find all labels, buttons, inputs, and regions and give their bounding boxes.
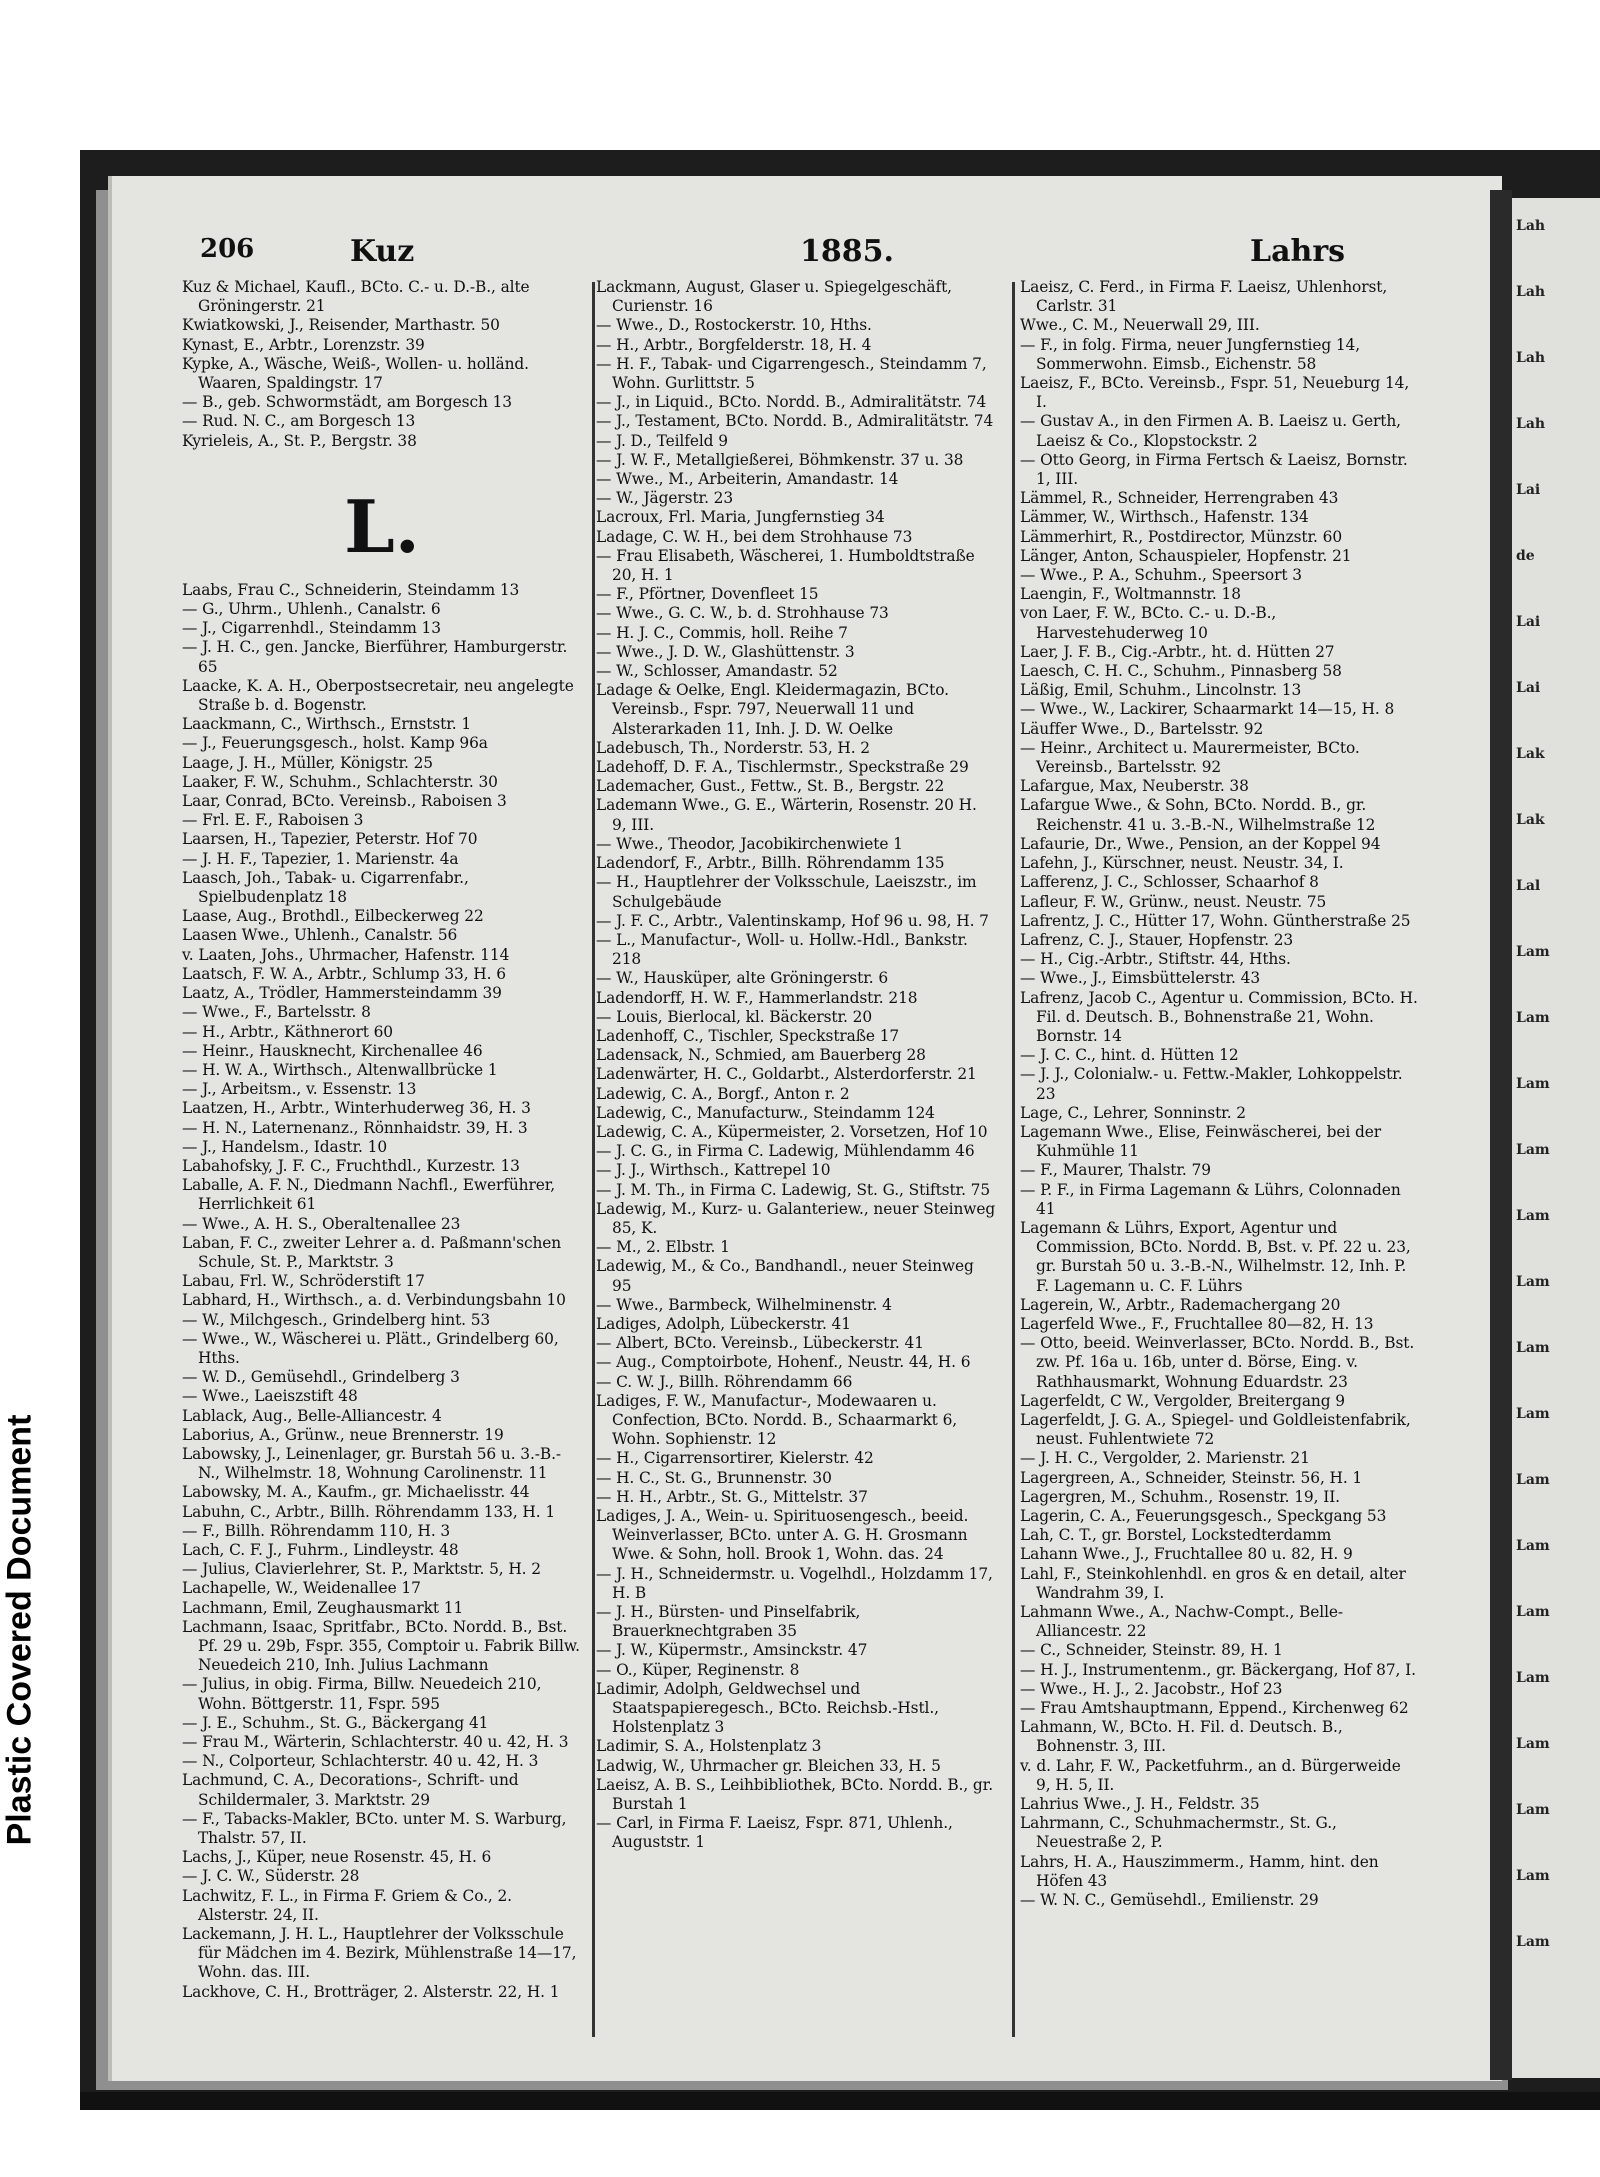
directory-entry: — J. H. F., Tapezier, 1. Marienstr. 4a [182, 849, 459, 868]
directory-entry: — C., Schneider, Steinstr. 89, H. 1 [1020, 1641, 1283, 1660]
directory-entry: — Heinr., Architect u. Maurermeister, BCto. Vereinsb., Bartelsstr. 92 [1020, 738, 1360, 777]
directory-entry: — C. W. J., Billh. Röhrendamm 66 [596, 1372, 853, 1391]
directory-entry: — H. W. A., Wirthsch., Altenwallbrücke 1 [182, 1060, 498, 1079]
directory-entry: — J., Cigarrenhdl., Steindamm 13 [182, 619, 441, 638]
directory-entry: Laban, F. C., zweiter Lehrer a. d. Paßmann'schen Schule, St. P., Marktstr. 3 [182, 1233, 562, 1271]
directory-entry: Labowsky, J., Leinenlager, gr. Burstah 56 u. 3.-B.-N., Wilhelmstr. 18, Wohnung Carolinenstr. 11 [182, 1444, 561, 1483]
facing-page-fragment: Lam [1516, 1538, 1550, 1554]
directory-entry: Ladiges, Adolph, Lübeckerstr. 41 [596, 1314, 851, 1333]
page-header [200, 234, 1490, 274]
directory-entry: Lach, C. F. J., Fuhrm., Lindleystr. 48 [182, 1540, 459, 1559]
directory-entry: — W. N. C., Gemüsehdl., Emilienstr. 29 [1020, 1891, 1319, 1910]
directory-entry: Lagemann Wwe., Elise, Feinwäscherei, bei der Kuhmühle 11 [1020, 1122, 1382, 1161]
directory-entry: — H., Arbtr., Borgfelderstr. 18, H. 4 [596, 335, 872, 354]
directory-entry: — Wwe., H. J., 2. Jacobstr., Hof 23 [1020, 1679, 1283, 1698]
directory-entry: v. Laaten, Johs., Uhrmacher, Hafenstr. 114 [182, 945, 510, 964]
directory-entry: Lafrenz, C. J., Stauer, Hopfenstr. 23 [1020, 930, 1294, 949]
directory-entry: Ladewig, C. A., Küpermeister, 2. Vorsetzen, Hof 10 [596, 1122, 988, 1141]
directory-entry: Laatz, A., Trödler, Hammersteindamm 39 [182, 984, 502, 1003]
directory-entry: Ladiges, F. W., Manufactur-, Modewaaren u. Confection, BCto. Nordd. B., Schaarmarkt 6, Wohn. Sophienstr. 12 [596, 1391, 958, 1449]
directory-entry: Laar, Conrad, BCto. Vereinsb., Raboisen 3 [182, 792, 507, 811]
directory-entry: Labahofsky, J. F. C., Fruchthdl., Kurzestr. 13 [182, 1156, 520, 1175]
facing-page-fragment: Lam [1516, 1010, 1550, 1026]
directory-entry: — Wwe., W., Lackirer, Schaarmarkt 14—15, H. 8 [1020, 700, 1395, 719]
page-number: 206 [200, 234, 255, 264]
directory-entry: — H. J., Instrumentenm., gr. Bäckergang, Hof 87, I. [1020, 1660, 1416, 1679]
directory-entry: — Wwe., Theodor, Jacobikirchenwiete 1 [596, 834, 903, 853]
directory-entry: Kwiatkowski, J., Reisender, Marthastr. 50 [182, 316, 500, 335]
directory-entry: von Laer, F. W., BCto. C.- u. D.-B., Harvestehuderweg 10 [1020, 604, 1277, 642]
directory-entry: — J. D., Teilfeld 9 [596, 431, 728, 450]
column-2 [596, 278, 996, 1853]
directory-entry: Kyrieleis, A., St. P., Bergstr. 38 [182, 431, 417, 450]
directory-entry: Lämmel, R., Schneider, Herrengraben 43 [1020, 489, 1339, 508]
directory-entry: Läuffer Wwe., D., Bartelsstr. 92 [1020, 719, 1264, 738]
book-gutter [1490, 190, 1512, 2080]
directory-entry: Laballe, A. F. N., Diedmann Nachfl., Ewerführer, Herrlichkeit 61 [182, 1176, 556, 1214]
facing-page-strip [1512, 198, 1600, 2078]
directory-entry: — J., Arbeitsm., v. Essenstr. 13 [182, 1080, 417, 1099]
facing-page-fragment: Lam [1516, 1274, 1550, 1290]
directory-entry: — H. F., Tabak- und Cigarrengesch., Steindamm 7, Wohn. Gurlittstr. 5 [596, 354, 987, 393]
directory-entry: Lacroux, Frl. Maria, Jungfernstieg 34 [596, 508, 885, 527]
directory-entry: — Aug., Comptoirbote, Hohenf., Neustr. 44, H. 6 [596, 1353, 971, 1372]
directory-entry: Ladenwärter, H. C., Goldarbt., Alsterdorferstr. 21 [596, 1065, 977, 1084]
facing-page-fragment: Lam [1516, 1868, 1550, 1884]
directory-entry: — Wwe., F., Bartelsstr. 8 [182, 1003, 371, 1022]
directory-entry: Laeisz, F., BCto. Vereinsb., Fspr. 51, Neueburg 14, I. [1020, 374, 1410, 412]
directory-entry: Labhard, H., Wirthsch., a. d. Verbindungsbahn 10 [182, 1291, 566, 1310]
directory-entry: — J. H., Schneidermstr. u. Vogelhdl., Holzdamm 17, H. B [596, 1564, 993, 1602]
directory-entry: — F., Maurer, Thalstr. 79 [1020, 1161, 1211, 1180]
directory-entry: — H. C., St. G., Brunnenstr. 30 [596, 1468, 832, 1487]
directory-entry: Lafleur, F. W., Grünw., neust. Neustr. 75 [1020, 892, 1327, 911]
directory-entry: Lahmann Wwe., A., Nachw-Compt., Belle-Alliancestr. 22 [1020, 1603, 1344, 1641]
directory-entry: — J. H. C., gen. Jancke, Bierführer, Hamburgerstr. 65 [182, 638, 568, 676]
directory-entry: Ladage, C. W. H., bei dem Strohhause 73 [596, 527, 913, 546]
directory-entry: Ladewig, C. A., Borgf., Anton r. 2 [596, 1084, 850, 1103]
directory-entry: — N., Colporteur, Schlachterstr. 40 u. 42, H. 3 [182, 1752, 539, 1771]
directory-entry: Ladendorf, F., Arbtr., Billh. Röhrendamm 135 [596, 854, 945, 873]
facing-page-fragment: Lam [1516, 1340, 1550, 1356]
directory-entry: Lackmann, August, Glaser u. Spiegelgeschäft, Curienstr. 16 [596, 278, 952, 316]
facing-page-fragment: Lam [1516, 1142, 1550, 1158]
directory-entry: Ladage & Oelke, Engl. Kleidermagazin, BCto. Vereinsb., Fspr. 797, Neuerwall 11 und Alsterarkaden 11, Inh. J. D. W. Oelke [596, 681, 949, 738]
directory-entry: Ladewig, M., Kurz- u. Galanteriew., neuer Steinweg 85, K. [596, 1199, 996, 1237]
directory-entry: Lachmann, Emil, Zeughausmarkt 11 [182, 1598, 464, 1617]
directory-entry: Lackhove, C. H., Brotträger, 2. Alsterstr. 22, H. 1 [182, 1982, 560, 2001]
facing-page-fragment: Lal [1516, 878, 1541, 894]
directory-entry: — Otto Georg, in Firma Fertsch & Laeisz, Bornstr. 1, III. [1020, 450, 1408, 489]
directory-entry: Laase, Aug., Brothdl., Eilbeckerweg 22 [182, 907, 484, 926]
directory-entry: Lachmund, C. A., Decorations-, Schrift- und Schildermaler, 3. Marktstr. 29 [182, 1771, 519, 1809]
directory-entry: Ladwig, W., Uhrmacher gr. Bleichen 33, H. 5 [596, 1756, 941, 1775]
directory-entry: Lämmer, W., Wirthsch., Hafenstr. 134 [1020, 508, 1309, 527]
directory-entry: Laer, J. F. B., Cig.-Arbtr., ht. d. Hütten 27 [1020, 642, 1335, 661]
directory-entry: — L., Manufactur-, Woll- u. Hollw.-Hdl., Bankstr. 218 [596, 930, 968, 969]
directory-entry: Ladenhoff, C., Tischler, Speckstraße 17 [596, 1026, 900, 1045]
directory-entry: Lafaurie, Dr., Wwe., Pension, an der Koppel 94 [1020, 834, 1381, 853]
directory-entry: — H., Cig.-Arbtr., Stiftstr. 44, Hths. [1020, 950, 1291, 969]
directory-entry: Lagergren, M., Schuhm., Rosenstr. 19, II. [1020, 1487, 1340, 1506]
directory-entry: Ladensack, N., Schmied, am Bauerberg 28 [596, 1046, 926, 1065]
directory-entry: Lafehn, J., Kürschner, neust. Neustr. 34, I. [1020, 854, 1344, 873]
directory-entry: — Wwe., D., Rostockerstr. 10, Hths. [596, 316, 872, 335]
facing-page-fragment: Lam [1516, 1670, 1550, 1686]
facing-page-fragment: Lai [1516, 482, 1541, 498]
facing-page-fragment: Lam [1516, 1208, 1550, 1224]
directory-entry: — Julius, in obig. Firma, Billw. Neuedeich 210, Wohn. Böttgerstr. 11, Fspr. 595 [182, 1675, 542, 1713]
directory-entry: Laatsch, F. W. A., Arbtr., Schlump 33, H. 6 [182, 964, 506, 983]
directory-entry: Ladimir, S. A., Holstenplatz 3 [596, 1737, 822, 1756]
directory-entry: Ladendorff, H. W. F., Hammerlandstr. 218 [596, 988, 918, 1007]
directory-entry: — Heinr., Hausknecht, Kirchenallee 46 [182, 1041, 483, 1060]
facing-page-fragment: Lah [1516, 218, 1546, 234]
directory-entry: — J. C. W., Süderstr. 28 [182, 1867, 360, 1886]
directory-entry: — J. J., Colonialw.- u. Fettw.-Makler, Lohkoppelstr. 23 [1020, 1065, 1403, 1103]
directory-entry: — J. E., Schuhm., St. G., Bäckergang 41 [182, 1713, 489, 1732]
directory-entry: — Wwe., W., Wäscherei u. Plätt., Grindelberg 60, Hths. [182, 1329, 559, 1367]
directory-entry: Lagerein, W., Arbtr., Rademachergang 20 [1020, 1295, 1341, 1314]
directory-entry: Labowsky, M. A., Kaufm., gr. Michaelisstr. 44 [182, 1483, 530, 1502]
directory-entry: Laackmann, C., Wirthsch., Ernststr. 1 [182, 715, 472, 734]
directory-entry: — J. H. C., Vergolder, 2. Marienstr. 21 [1020, 1449, 1310, 1468]
facing-page-fragment: Lam [1516, 1076, 1550, 1092]
scan-bottom-edge [80, 2092, 1600, 2110]
directory-entry: — Louis, Bierlocal, kl. Bäckerstr. 20 [596, 1007, 873, 1026]
directory-entry: Kuz & Michael, Kaufl., BCto. C.- u. D.-B., alte Gröningerstr. 21 [182, 278, 530, 316]
facing-page-fragment: Lah [1516, 350, 1546, 366]
facing-page-fragment: Lai [1516, 614, 1541, 630]
directory-entry: Laeisz, C. Ferd., in Firma F. Laeisz, Uhlenhorst, Carlstr. 31 [1020, 278, 1388, 316]
directory-entry: — J. M. Th., in Firma C. Ladewig, St. G., Stiftstr. 75 [596, 1180, 991, 1199]
facing-page-fragment: Lam [1516, 944, 1550, 960]
directory-entry: Lachwitz, F. L., in Firma F. Griem & Co., 2. Alsterstr. 24, II. [182, 1886, 512, 1924]
directory-entry: — J. C. C., hint. d. Hütten 12 [1020, 1046, 1239, 1065]
directory-entry: Laesch, C. H. C., Schuhm., Pinnasberg 58 [1020, 662, 1342, 681]
directory-entry: Laeisz, A. B. S., Leihbibliothek, BCto. Nordd. B., gr. Burstah 1 [596, 1775, 994, 1814]
directory-entry: — W. D., Gemüsehdl., Grindelberg 3 [182, 1368, 460, 1387]
directory-entry: — Wwe., J., Eimsbüttelerstr. 43 [1020, 969, 1261, 988]
directory-entry: — B., geb. Schwormstädt, am Borgesch 13 [182, 393, 512, 412]
facing-page-fragment: Lai [1516, 680, 1541, 696]
directory-entry: Labuhn, C., Arbtr., Billh. Röhrendamm 133, H. 1 [182, 1502, 556, 1521]
directory-entry: Laatzen, H., Arbtr., Winterhuderweg 36, H. 3 [182, 1099, 531, 1118]
directory-entry: Lafrenz, Jacob C., Agentur u. Commission, BCto. H. Fil. d. Deutsch. B., Bohnenstraße 21, Wohn. Bornstr. 14 [1020, 988, 1418, 1045]
directory-entry: Lafrentz, J. C., Hütter 17, Wohn. Güntherstraße 25 [1020, 911, 1411, 930]
directory-entry: Ladebusch, Th., Norderstr. 53, H. 2 [596, 738, 870, 757]
directory-entry: — F., Billh. Röhrendamm 110, H. 3 [182, 1521, 451, 1540]
directory-entry: Lagerfeld Wwe., F., Fruchtallee 80—82, H. 13 [1020, 1314, 1374, 1333]
directory-entry: Lablack, Aug., Belle-Alliancestr. 4 [182, 1406, 442, 1425]
directory-entry: — H. J. C., Commis, holl. Reihe 7 [596, 623, 848, 642]
directory-entry: Lackemann, J. H. L., Hauptlehrer der Volksschule für Mädchen im 4. Bezirk, Mühlenstraße 14—17, Wohn. das. III. [182, 1925, 577, 1982]
directory-entry: — P. F., in Firma Lagemann & Lührs, Colonnaden 41 [1020, 1180, 1401, 1218]
directory-entry: — Wwe., J. D. W., Glashüttenstr. 3 [596, 642, 855, 661]
directory-entry: — M., 2. Elbstr. 1 [596, 1238, 730, 1257]
directory-entry: — H. H., Arbtr., St. G., Mittelstr. 37 [596, 1487, 868, 1506]
directory-entry: Länger, Anton, Schauspieler, Hopfenstr. 21 [1020, 546, 1352, 565]
directory-entry: v. d. Lahr, F. W., Packetfuhrm., an d. Bürgerweide 9, H. 5, II. [1020, 1756, 1401, 1794]
directory-entry: — F., in folg. Firma, neuer Jungfernstieg 14, Sommerwohn. Eimsb., Eichenstr. 58 [1020, 335, 1361, 373]
directory-entry: Lahann Wwe., J., Fruchtallee 80 u. 82, H. 9 [1020, 1545, 1353, 1564]
directory-entry: Ladewig, C., Manufacturw., Steindamm 124 [596, 1103, 935, 1122]
directory-entry: — Wwe., G. C. W., b. d. Strohhause 73 [596, 604, 889, 623]
directory-entry: — Frl. E. F., Raboisen 3 [182, 811, 364, 830]
directory-entry: Laengin, F., Woltmannstr. 18 [1020, 585, 1241, 604]
directory-entry: Wwe., C. M., Neuerwall 29, III. [1020, 316, 1260, 335]
directory-entry: Lagemann & Lührs, Export, Agentur und Commission, BCto. Nordd. B, Bst. v. Pf. 22 u. 23, gr. Burstah 50 u. 3.-B.-N., Wilhelmstr. 12, Inh. P. F. Lagemann u. C. F. Lührs [1020, 1218, 1411, 1295]
facing-page-fragment: Lam [1516, 1802, 1550, 1818]
directory-entry: Ladewig, M., & Co., Bandhandl., neuer Steinweg 95 [596, 1257, 974, 1295]
directory-entry: — Wwe., Laeiszstift 48 [182, 1387, 358, 1406]
directory-entry: — Wwe., P. A., Schuhm., Speersort 3 [1020, 566, 1302, 585]
directory-entry: — W., Jägerstr. 23 [596, 489, 734, 508]
directory-entry: Laage, J. H., Müller, Königstr. 25 [182, 753, 434, 772]
directory-entry: — J., Testament, BCto. Nordd. B., Admiralitätstr. 74 [596, 412, 994, 431]
directory-entry: Laasch, Joh., Tabak- u. Cigarrenfabr., Spielbudenplatz 18 [182, 868, 469, 907]
directory-entry: Lachapelle, W., Weidenallee 17 [182, 1579, 421, 1598]
directory-entry: — J., Feuerungsgesch., holst. Kamp 96a [182, 734, 488, 753]
directory-entry: Lahrs, H. A., Hauszimmerm., Hamm, hint. den Höfen 43 [1020, 1852, 1379, 1890]
directory-entry: Kynast, E., Arbtr., Lorenzstr. 39 [182, 335, 425, 354]
directory-entry: — W., Hausküper, alte Gröningerstr. 6 [596, 969, 889, 988]
directory-entry: Lagerfeldt, J. G. A., Spiegel- und Goldleistenfabrik, neust. Fuhlentwiete 72 [1020, 1410, 1411, 1449]
directory-entry: — J. W., Küpermstr., Amsinckstr. 47 [596, 1641, 868, 1660]
directory-entry: Ladiges, J. A., Wein- u. Spirituosengesch., beeid. Weinverlasser, BCto. unter A. G. H. Grosmann Wwe. & Sohn, holl. Brook 1, Wohn. das. 24 [596, 1507, 969, 1564]
directory-entry: — Frau M., Wärterin, Schlachterstr. 40 u. 42, H. 3 [182, 1733, 569, 1752]
header-right-word: Lahrs [1250, 234, 1346, 269]
directory-entry: Lademann Wwe., G. E., Wärterin, Rosenstr. 20 H. 9, III. [596, 796, 977, 834]
facing-page-fragment: Lam [1516, 1472, 1550, 1488]
directory-entry: Ladimir, Adolph, Geldwechsel und Staatspapieregesch., BCto. Reichsb.-Hstl., Holstenplatz 3 [596, 1679, 939, 1737]
directory-entry: — H., Arbtr., Käthnerort 60 [182, 1022, 393, 1041]
directory-entry: — W., Milchgesch., Grindelberg hint. 53 [182, 1310, 491, 1329]
directory-entry: — Frau Amtshauptmann, Eppend., Kirchenweg 62 [1020, 1699, 1409, 1718]
directory-entry: — Julius, Clavierlehrer, St. P., Marktstr. 5, H. 2 [182, 1560, 541, 1579]
directory-entry: — J. F. C., Arbtr., Valentinskamp, Hof 96 u. 98, H. 7 [596, 911, 989, 930]
directory-entry: Lah, C. T., gr. Borstel, Lockstedterdamm [1020, 1526, 1332, 1545]
directory-entry: — O., Küper, Reginenstr. 8 [596, 1660, 800, 1679]
directory-entry: Laborius, A., Grünw., neue Brennerstr. 19 [182, 1425, 504, 1444]
directory-entry: Lämmerhirt, R., Postdirector, Münzstr. 60 [1020, 527, 1343, 546]
directory-entry: — J., Handelsm., Idastr. 10 [182, 1137, 388, 1156]
directory-entry: Lafargue, Max, Neuberstr. 38 [1020, 777, 1249, 796]
directory-entry: — Otto, beeid. Weinverlasser, BCto. Nordd. B., Bst. zw. Pf. 16a u. 16b, unter d. Börse, Eing. v. Rathhausmarkt, Wohnung Eduardstr. 23 [1020, 1334, 1415, 1391]
directory-entry: Laasen Wwe., Uhlenh., Canalstr. 56 [182, 926, 458, 945]
directory-entry: Laabs, Frau C., Schneiderin, Steindamm 13 [182, 580, 520, 599]
directory-entry: Lafargue Wwe., & Sohn, BCto. Nordd. B., gr. Reichenstr. 41 u. 3.-B.-N., Wilhelmstraße 12 [1020, 796, 1376, 834]
directory-entry: — J. C. G., in Firma C. Ladewig, Mühlendamm 46 [596, 1142, 975, 1161]
directory-entry: Lachmann, Isaac, Spritfabr., BCto. Nordd. B., Bst. Pf. 29 u. 29b, Fspr. 355, Comptoir u. Fabrik Billw. Neuedeich 210, Inh. Julius Lachmann [182, 1617, 580, 1675]
directory-entry: Lahrius Wwe., J. H., Feldstr. 35 [1020, 1795, 1260, 1814]
column-1 [182, 278, 582, 2002]
header-left-word: Kuz [350, 234, 415, 269]
directory-entry: — Frau Elisabeth, Wäscherei, 1. Humboldtstraße 20, H. 1 [596, 546, 975, 585]
directory-entry: — Wwe., Barmbeck, Wilhelminenstr. 4 [596, 1295, 892, 1314]
directory-entry: Lafferenz, J. C., Schlosser, Schaarhof 8 [1020, 873, 1319, 892]
directory-entry: Ladehoff, D. F. A., Tischlermstr., Speckstraße 29 [596, 758, 969, 777]
facing-page-fragment: Lam [1516, 1406, 1550, 1422]
side-label [0, 1160, 40, 2100]
directory-entry: Lagerfeldt, C W., Vergolder, Breitergang 9 [1020, 1391, 1345, 1410]
directory-entry: Lagergreen, A., Schneider, Steinstr. 56, H. 1 [1020, 1468, 1363, 1487]
directory-entry: — W., Schlosser, Amandastr. 52 [596, 662, 838, 681]
directory-entry: Labau, Frl. W., Schröderstift 17 [182, 1272, 425, 1291]
facing-page-fragment: Lam [1516, 1736, 1550, 1752]
directory-entry: Lachs, J., Küper, neue Rosenstr. 45, H. 6 [182, 1848, 492, 1867]
directory-entry: — Carl, in Firma F. Laeisz, Fspr. 871, Uhlenh., Auguststr. 1 [596, 1814, 953, 1852]
column-rule [592, 282, 595, 2037]
directory-entry: — J. W. F., Metallgießerei, Böhmkenstr. 37 u. 38 [596, 450, 964, 469]
directory-entry: Lahmann, W., BCto. H. Fil. d. Deutsch. B., Bohnenstr. 3, III. [1020, 1718, 1343, 1756]
column-rule [1012, 282, 1015, 2037]
directory-entry: Lage, C., Lehrer, Sonninstr. 2 [1020, 1103, 1246, 1122]
facing-page-fragment: Lak [1516, 746, 1545, 762]
facing-page-fragment: Lam [1516, 1604, 1550, 1620]
directory-entry: Laarsen, H., Tapezier, Peterstr. Hof 70 [182, 830, 478, 849]
directory-entry: — F., Tabacks-Makler, BCto. unter M. S. Warburg, Thalstr. 57, II. [182, 1809, 567, 1848]
facing-page-fragment: de [1516, 548, 1535, 564]
facing-page-fragment: Lah [1516, 284, 1546, 300]
directory-entry: — J. H., Bürsten- und Pinselfabrik, Brauerknechtgraben 35 [596, 1603, 861, 1641]
facing-page-fragment: Lam [1516, 1934, 1550, 1950]
directory-entry: — Wwe., A. H. S., Oberaltenallee 23 [182, 1214, 461, 1233]
directory-entry: Lahrmann, C., Schuhmachermstr., St. G., Neuestraße 2, P. [1020, 1814, 1337, 1852]
directory-entry: Laacke, K. A. H., Oberpostsecretair, neu angelegte Straße b. d. Bogenstr. [182, 676, 574, 715]
directory-entry: Lahl, F., Steinkohlenhdl. en gros & en detail, alter Wandrahm 39, I. [1020, 1564, 1406, 1602]
directory-entry: Lagerin, C. A., Feuerungsgesch., Speckgang 53 [1020, 1507, 1387, 1525]
directory-entry: — F., Pförtner, Dovenfleet 15 [596, 585, 819, 604]
directory-entry: Lademacher, Gust., Fettw., St. B., Bergstr. 22 [596, 777, 945, 796]
column-3 [1020, 278, 1420, 1910]
section-letter: L. [344, 483, 420, 569]
facing-page-fragment: Lah [1516, 416, 1546, 432]
directory-entry: — J., in Liquid., BCto. Nordd. B., Admiralitätstr. 74 [596, 393, 987, 412]
directory-entry: — Wwe., M., Arbeiterin, Amandastr. 14 [596, 470, 899, 489]
directory-entry: — H., Cigarrensortirer, Kielerstr. 42 [596, 1449, 874, 1468]
directory-entry: — H., Hauptlehrer der Volksschule, Laeiszstr., im Schulgebäude [596, 873, 977, 911]
directory-entry: — J. J., Wirthsch., Kattrepel 10 [596, 1161, 831, 1180]
directory-entry: — Gustav A., in den Firmen A. B. Laeisz u. Gerth, Laeisz & Co., Klopstockstr. 2 [1020, 412, 1401, 450]
directory-entry: Laaker, F. W., Schuhm., Schlachterstr. 30 [182, 772, 498, 791]
directory-entry: Kypke, A., Wäsche, Weiß-, Wollen- u. holländ. Waaren, Spaldingstr. 17 [182, 354, 529, 393]
directory-entry: — Rud. N. C., am Borgesch 13 [182, 412, 416, 431]
directory-entry: — H. N., Laternenanz., Rönnhaidstr. 39, H. 3 [182, 1118, 528, 1137]
directory-entry: Läßig, Emil, Schuhm., Lincolnstr. 13 [1020, 681, 1302, 700]
header-year: 1885. [800, 234, 894, 269]
side-label-text: Plastic Covered Document [0, 1414, 39, 1846]
directory-entry: — Albert, BCto. Vereinsb., Lübeckerstr. 41 [596, 1334, 924, 1353]
directory-entry: — G., Uhrm., Uhlenh., Canalstr. 6 [182, 600, 441, 619]
facing-page-fragment: Lak [1516, 812, 1545, 828]
